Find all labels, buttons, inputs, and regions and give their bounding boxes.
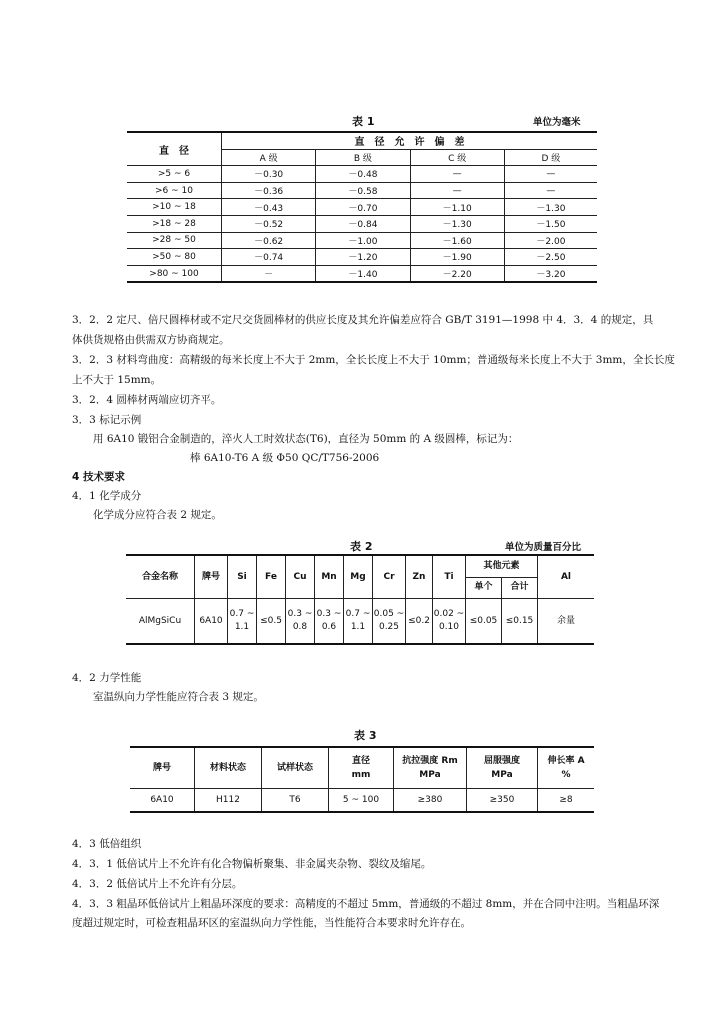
table2-header-ti: Ti <box>433 555 466 599</box>
table2-header-cr: Cr <box>373 555 406 599</box>
table3-header-material-state: 材料状态 <box>195 747 262 789</box>
header-label: 伸长率 A <box>547 756 585 766</box>
table-cell: －3.20 <box>504 265 597 282</box>
table2-cell-name: AlMgSiCu <box>126 599 195 645</box>
heading-4-1: 4．1 化学成分 <box>72 490 142 502</box>
table-cell: 6A10 <box>130 789 195 813</box>
table-cell: －0.52 <box>222 215 316 232</box>
table1-grade-d: D 级 <box>504 149 597 166</box>
example-mark: 棒 6A10-T6 A 级 Φ50 QC/T756-2006 <box>190 452 380 464</box>
table-row <box>127 166 597 183</box>
table1 <box>127 131 597 283</box>
table1-header-group: 直 径 允 许 偏 差 <box>222 132 598 149</box>
table-row <box>126 599 594 645</box>
table2-cell-cr <box>373 599 406 645</box>
table-cell: －2.00 <box>504 232 597 249</box>
header-unit: mm <box>351 770 371 780</box>
table-cell: H112 <box>195 789 262 813</box>
table2-cell-al: 余量 <box>538 599 595 645</box>
table-cell: －0.43 <box>222 199 316 216</box>
heading-3-3: 3．3 标记示例 <box>72 414 142 426</box>
table2-header-grade: 牌号 <box>195 555 228 599</box>
table2 <box>126 554 594 645</box>
table-cell: － <box>222 265 316 282</box>
table-row <box>127 232 597 249</box>
header-unit: MPa <box>491 770 513 780</box>
table1-grade-a: A 级 <box>222 149 316 166</box>
heading-4-2: 4．2 力学性能 <box>72 672 142 684</box>
range-min: 0.3 ~ <box>287 609 313 619</box>
table-row <box>127 249 597 266</box>
table1-caption: 表 1 <box>352 115 375 128</box>
table1-unit: 单位为毫米 <box>533 117 581 128</box>
table-cell: －2.50 <box>504 249 597 266</box>
table-cell: >80 ~ 100 <box>127 265 222 282</box>
table-cell: — <box>410 182 504 199</box>
table-cell: ≥8 <box>538 789 595 813</box>
header-label: 直径 <box>351 756 370 766</box>
table-cell: >10 ~ 18 <box>127 199 222 216</box>
table-cell: ≥380 <box>394 789 467 813</box>
table2-caption: 表 2 <box>350 540 373 553</box>
table2-header-cu: Cu <box>286 555 315 599</box>
range-max: 0.6 <box>321 622 337 632</box>
table-cell: －2.20 <box>410 265 504 282</box>
header-unit: % <box>561 770 571 780</box>
table-cell: －0.62 <box>222 232 316 249</box>
para-4-3-3-line2: 度超过规定时，可检查粗晶环区的室温纵向力学性能，当性能符合本要求时允许存在。 <box>72 917 471 929</box>
table3-header-diameter <box>329 747 394 789</box>
table-row <box>127 265 597 282</box>
para-3-2-3-line1: 3．2．3 材料弯曲度：高精级的每米长度上不大于 2mm，全长长度上不大于 10mm；普通级每米长度上不大于 3mm，全长长度 <box>72 354 675 366</box>
table-cell: 5 ~ 100 <box>329 789 394 813</box>
para-4-1: 化学成分应符合表 2 规定。 <box>93 509 222 521</box>
range-max: 0.25 <box>378 622 400 632</box>
range-min: 0.05 ~ <box>373 609 405 619</box>
table-cell: ≥350 <box>467 789 538 813</box>
para-3-2-3-line2: 上不大于 15mm。 <box>72 374 162 386</box>
table3-header-yield <box>467 747 538 789</box>
para-4-2: 室温纵向力学性能应符合表 3 规定。 <box>93 691 264 703</box>
table2-cell-single: ≤0.05 <box>466 599 502 645</box>
table3-header-grade: 牌号 <box>130 747 195 789</box>
table2-cell-si <box>228 599 257 645</box>
table-cell: －0.70 <box>316 199 410 216</box>
header-unit: MPa <box>419 770 441 780</box>
table2-header-mn: Mn <box>315 555 344 599</box>
table2-header-other: 其他元素 <box>466 555 538 577</box>
table-cell: －1.90 <box>410 249 504 266</box>
table-cell: －0.48 <box>316 166 410 183</box>
table3 <box>130 746 594 813</box>
table-cell: －1.60 <box>410 232 504 249</box>
table-row <box>127 199 597 216</box>
header-label: 屈服强度 <box>483 756 520 766</box>
para-3-2-4: 3．2．4 圆棒材两端应切齐平。 <box>72 394 222 406</box>
para-3-2-2-line2: 体供货规格由供需双方协商规定。 <box>72 334 230 346</box>
table-cell: －0.84 <box>316 215 410 232</box>
table-cell: T6 <box>262 789 329 813</box>
table2-header-fe: Fe <box>257 555 286 599</box>
range-min: 0.3 ~ <box>316 609 342 619</box>
table3-header-sample-state: 试样状态 <box>262 747 329 789</box>
table1-header-diameter: 直 径 <box>127 132 222 166</box>
example-text: 用 6A10 锻铝合金制造的，淬火人工时效状态(T6)，直径为 50mm 的 A 级圆棒，标记为： <box>93 433 519 445</box>
table-cell: －0.30 <box>222 166 316 183</box>
para-4-3-2: 4．3．2 低倍试片上不允许有分层。 <box>72 878 243 890</box>
table-cell: －1.20 <box>316 249 410 266</box>
header-label: 抗拉强度 Rm <box>402 756 458 766</box>
table-cell: －0.36 <box>222 182 316 199</box>
table-cell: －1.10 <box>410 199 504 216</box>
table-row <box>127 182 597 199</box>
table-cell: >28 ~ 50 <box>127 232 222 249</box>
table2-header-zn: Zn <box>406 555 433 599</box>
table-cell: －0.58 <box>316 182 410 199</box>
table1-grade-b: B 级 <box>316 149 410 166</box>
range-min: 0.7 ~ <box>229 609 255 619</box>
heading-4-3: 4．3 低倍组织 <box>72 838 142 850</box>
table-cell: －0.74 <box>222 249 316 266</box>
range-min: 0.02 ~ <box>433 609 465 619</box>
table-cell: >50 ~ 80 <box>127 249 222 266</box>
table2-header-single: 单个 <box>466 577 502 599</box>
table-cell: — <box>504 166 597 183</box>
table2-cell-grade: 6A10 <box>195 599 228 645</box>
table-cell: >6 ~ 10 <box>127 182 222 199</box>
table2-cell-fe: ≤0.5 <box>257 599 286 645</box>
table-cell: －1.40 <box>316 265 410 282</box>
table-cell: — <box>504 182 597 199</box>
table-cell: －1.30 <box>410 215 504 232</box>
table3-caption: 表 3 <box>354 729 377 742</box>
range-max: 1.1 <box>234 622 250 632</box>
table2-header-total: 合计 <box>502 577 538 599</box>
table-cell: －1.30 <box>504 199 597 216</box>
table-cell: >18 ~ 28 <box>127 215 222 232</box>
table-cell: >5 ~ 6 <box>127 166 222 183</box>
table2-unit: 单位为质量百分比 <box>505 542 582 553</box>
table3-header-tensile <box>394 747 467 789</box>
para-3-2-2-line1: 3．2．2 定尺、倍尺圆棒材或不定尺交货圆棒材的供应长度及其允许偏差应符合 GB/T 3191—1998 中 4．3．4 的规定，具 <box>72 314 654 326</box>
table-cell: －1.50 <box>504 215 597 232</box>
table2-cell-mg <box>344 599 373 645</box>
table3-header-elongation <box>538 747 595 789</box>
heading-4: 4 技术要求 <box>72 471 125 483</box>
table2-cell-cu <box>286 599 315 645</box>
table2-header-mg: Mg <box>344 555 373 599</box>
range-min: 0.7 ~ <box>345 609 371 619</box>
table2-cell-zn: ≤0.2 <box>406 599 433 645</box>
table-row <box>127 215 597 232</box>
table2-header-al: Al <box>538 555 595 599</box>
table2-cell-total: ≤0.15 <box>502 599 538 645</box>
table-row <box>130 789 594 813</box>
table2-header-si: Si <box>228 555 257 599</box>
para-4-3-3-line1: 4．3．3 粗晶环低倍试片上粗晶环深度的要求：高精度的不超过 5mm，普通级的不超过 8mm，并在合同中注明。当粗晶环深 <box>72 898 660 910</box>
para-4-3-1: 4．3．1 低倍试片上不允许有化合物偏析聚集、非金属夹杂物、裂纹及缩尾。 <box>72 858 432 870</box>
table2-cell-ti <box>433 599 466 645</box>
table1-grade-c: C 级 <box>410 149 504 166</box>
table2-cell-mn <box>315 599 344 645</box>
table-cell: －1.00 <box>316 232 410 249</box>
range-max: 0.8 <box>292 622 308 632</box>
table2-header-alloy: 合金名称 <box>126 555 195 599</box>
range-max: 0.10 <box>438 622 460 632</box>
range-max: 1.1 <box>350 622 366 632</box>
table-cell: — <box>410 166 504 183</box>
